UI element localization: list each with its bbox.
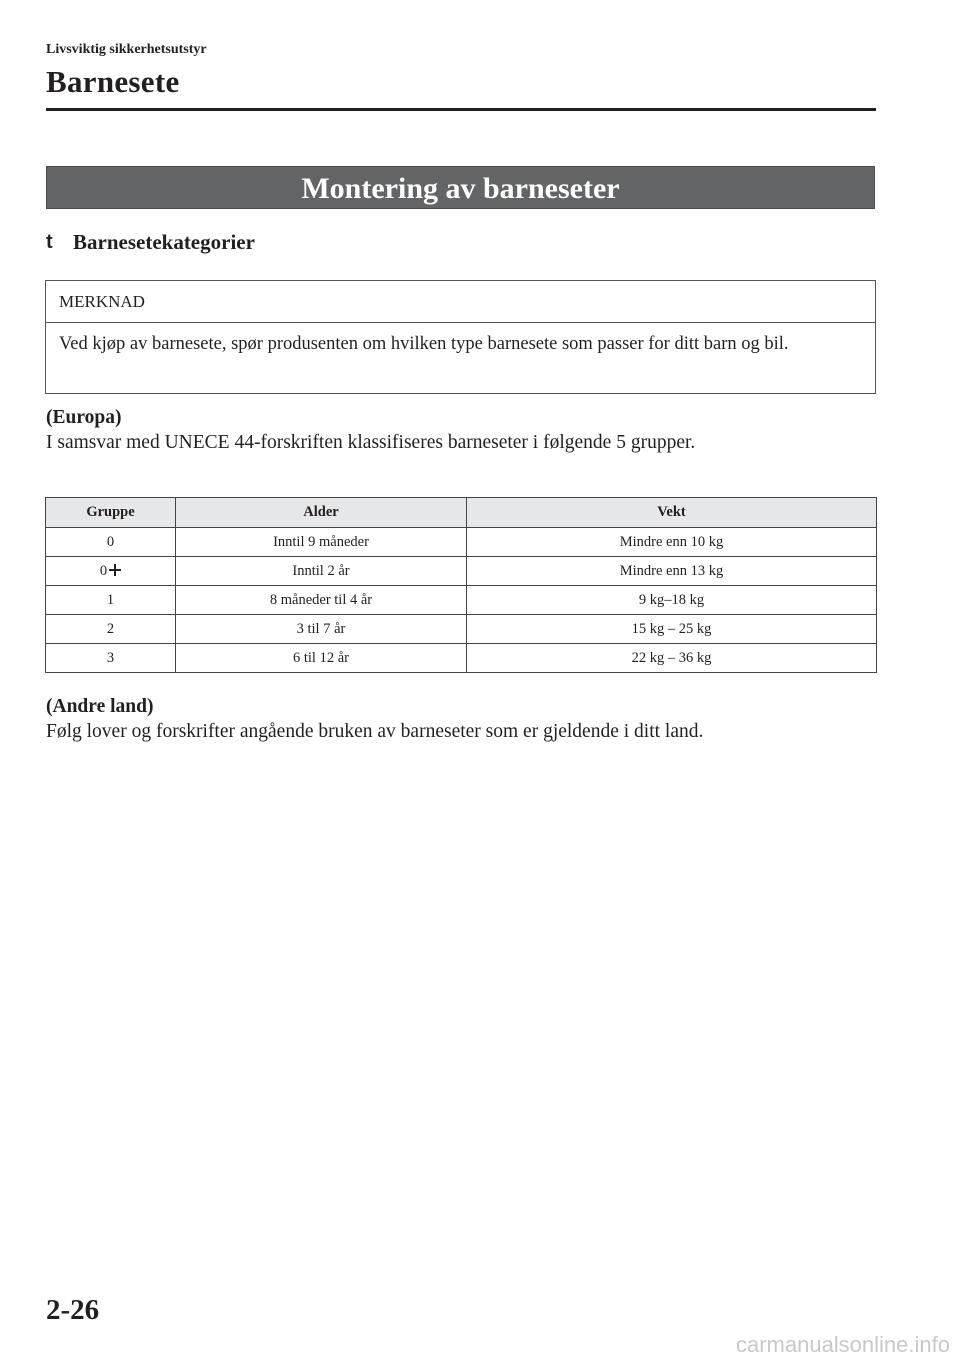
cell-age: 8 måneder til 4 år: [176, 586, 467, 615]
cell-weight: Mindre enn 13 kg: [467, 557, 877, 586]
cell-weight: 22 kg – 36 kg: [467, 644, 877, 673]
subheading-text: Barnesetekategorier: [73, 230, 255, 254]
cell-group: 0: [46, 528, 176, 557]
table-row: [46, 528, 877, 557]
other-text: Følg lover og forskrifter angående bruken av barneseter som er gjeldende i ditt land.: [46, 721, 704, 742]
col-header-weight: Vekt: [467, 498, 877, 528]
subheading: [46, 230, 255, 255]
col-header-group: Gruppe: [46, 498, 176, 528]
cell-age: 3 til 7 år: [176, 615, 467, 644]
section-title: Barnesete: [46, 64, 180, 99]
bullet-icon: t: [46, 231, 53, 253]
table-row: [46, 644, 877, 673]
cell-group-plus: [46, 557, 176, 586]
col-header-age: Alder: [176, 498, 467, 528]
header-rule: [46, 108, 876, 111]
europe-text: I samsvar med UNECE 44-forskriften klassifiseres barneseter i følgende 5 grupper.: [46, 432, 696, 453]
note-label: MERKNAD: [46, 281, 875, 323]
cell-age: Inntil 2 år: [176, 557, 467, 586]
table-row: [46, 615, 877, 644]
table-header-row: [46, 498, 877, 528]
chapter-label: Livsviktig sikkerhetsutstyr: [46, 42, 207, 57]
europe-heading: (Europa): [46, 407, 122, 428]
cell-group: 1: [46, 586, 176, 615]
cell-group: 0: [99, 562, 108, 579]
plus-icon: [109, 564, 121, 576]
other-section: [46, 694, 703, 744]
other-heading: (Andre land): [46, 696, 154, 717]
table-row: [46, 586, 877, 615]
topic-banner: Montering av barneseter: [46, 166, 875, 209]
page-number: 2-26: [46, 1294, 100, 1326]
group-table: [45, 497, 877, 673]
cell-age: Inntil 9 måneder: [176, 528, 467, 557]
note-text: Ved kjøp av barnesete, spør produsenten om hvilken type barnesete som passer for ditt barn og bil.: [59, 334, 789, 354]
cell-group: 3: [46, 644, 176, 673]
cell-weight: 15 kg – 25 kg: [467, 615, 877, 644]
cell-age: 6 til 12 år: [176, 644, 467, 673]
cell-group: 2: [46, 615, 176, 644]
table-row: [46, 557, 877, 586]
note-box: [45, 280, 876, 394]
europe-section: [46, 405, 695, 455]
watermark: carmanualsonline.info: [735, 1332, 950, 1357]
cell-weight: 9 kg–18 kg: [467, 586, 877, 615]
cell-weight: Mindre enn 10 kg: [467, 528, 877, 557]
